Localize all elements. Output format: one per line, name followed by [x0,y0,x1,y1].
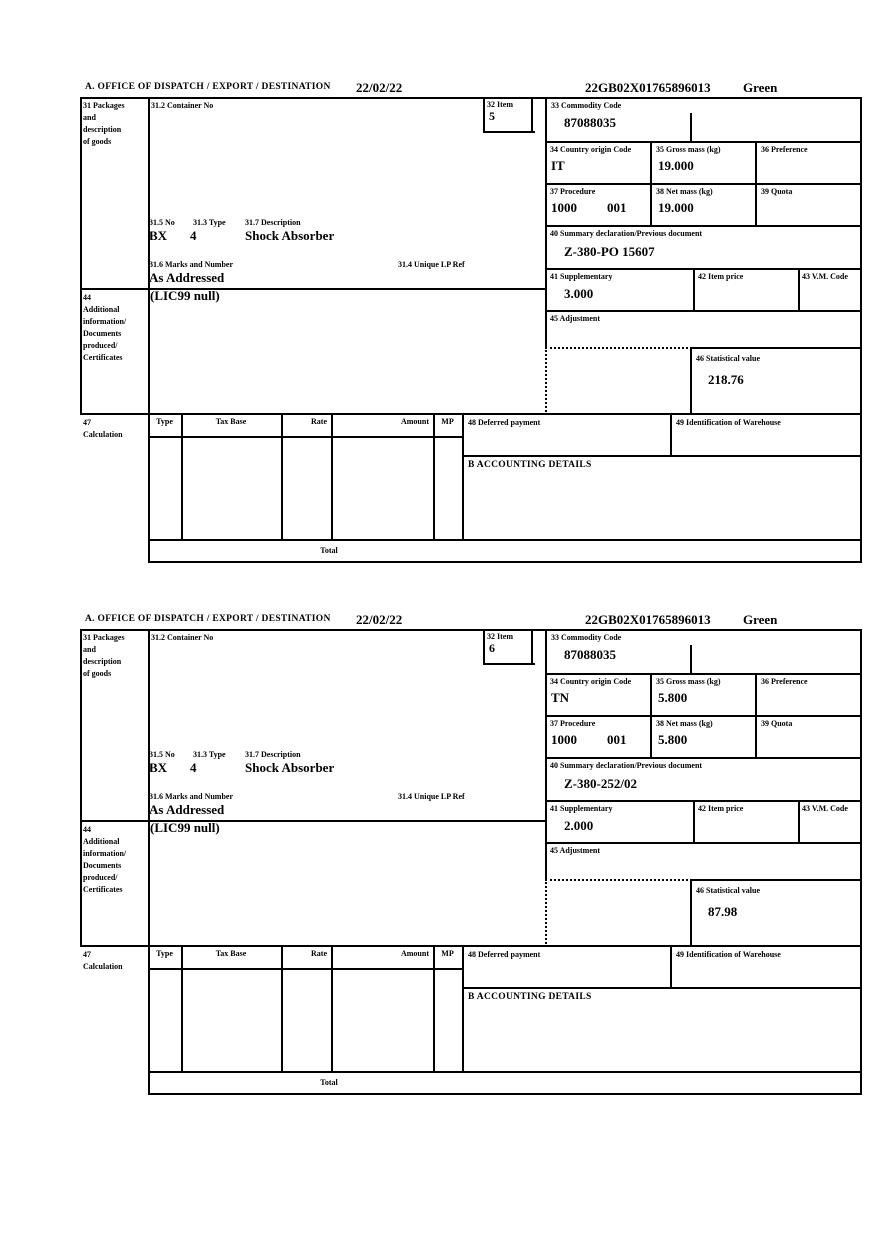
procedure-label: 37 Procedure [550,719,596,728]
procedure-ext-value: 001 [607,200,627,215]
grid-line [462,945,464,1073]
grid-line [483,629,485,665]
package-code-value: BX [149,760,168,775]
warehouse-id-label: 49 Identification of Warehouse [676,950,781,959]
net-mass-value: 5.800 [658,732,688,747]
grid-line [148,1071,862,1073]
calc-col-type: Type [156,949,173,958]
package-type-label: 31.3 Type [193,218,226,227]
accounting-details-label: B ACCOUNTING DETAILS [468,460,592,470]
grid-line [690,645,692,673]
grid-line [670,945,672,989]
dotted-line [545,347,547,415]
grid-line [545,757,862,759]
vm-code-label: 43 V.M. Code [802,804,848,813]
vm-code-label: 43 V.M. Code [802,272,848,281]
net-mass-label: 38 Net mass (kg) [656,719,713,728]
marks-label: 31.6 Marks and Number [149,792,234,801]
grid-line [148,436,464,438]
grid-line [433,413,435,539]
grid-line [483,131,535,133]
statistical-value: 87.98 [708,904,738,919]
grid-line [545,225,862,227]
calc-col-tax-base: Tax Base [215,949,247,958]
office-of-dispatch-label: A. OFFICE OF DISPATCH / EXPORT / DESTINATION [85,82,331,92]
commodity-code-label: 33 Commodity Code [551,633,622,642]
container-no-label: 31.2 Container No [151,633,214,642]
grid-line [181,413,183,539]
gross-mass-label: 35 Gross mass (kg) [656,677,721,686]
declaration-date: 22/02/22 [356,612,403,627]
statistical-value-label: 46 Statistical value [696,886,760,895]
warehouse-id-label: 49 Identification of Warehouse [676,418,781,427]
grid-line [545,183,862,185]
declaration-number: 22GB02X01765896013 [585,612,711,627]
commodity-code-value: 87088035 [564,647,616,662]
additional-info-label: 44 Additional information/ Documents produced/ Certificates [83,825,127,894]
grid-line [693,268,695,312]
grid-line [545,310,862,312]
gross-mass-value: 19.000 [658,158,694,173]
supplementary-value: 2.000 [564,818,594,833]
grid-line [148,629,150,1095]
grid-line [860,629,862,1095]
preference-label: 36 Preference [761,145,808,154]
preference-label: 36 Preference [761,677,808,686]
previous-document-value: Z-380-PO 15607 [564,244,655,259]
goods-description-value: Shock Absorber [245,760,335,775]
calculation-label: 47 Calculation [83,950,123,971]
grid-line [690,879,692,947]
grid-line [690,879,862,881]
grid-line [755,141,757,227]
commodity-code-label: 33 Commodity Code [551,101,622,110]
grid-line [690,347,692,415]
calc-col-amount: Amount [400,949,429,958]
previous-document-label: 40 Summary declaration/Previous document [550,761,703,770]
procedure-label: 37 Procedure [550,187,596,196]
grid-line [798,268,800,312]
grid-line [80,945,862,947]
additional-info-label: 44 Additional information/ Documents produced/ Certificates [83,293,127,362]
item-price-label: 42 Item price [698,272,744,281]
grid-line [483,97,485,133]
grid-line [545,268,862,270]
net-mass-label: 38 Net mass (kg) [656,187,713,196]
grid-line [531,97,533,133]
deferred-payment-label: 48 Deferred payment [468,950,541,959]
additional-info-value: (LIC99 null) [150,288,220,303]
declaration-number: 22GB02X01765896013 [585,80,711,95]
net-mass-value: 19.000 [658,200,694,215]
adjustment-label: 45 Adjustment [550,846,601,855]
grid-line [545,715,862,717]
package-type-label: 31.3 Type [193,750,226,759]
goods-description-value: Shock Absorber [245,228,335,243]
marks-value: As Addressed [149,802,225,817]
dotted-line [545,879,692,881]
additional-info-value: (LIC99 null) [150,820,220,835]
routing-status: Green [743,612,778,627]
marks-label: 31.6 Marks and Number [149,260,234,269]
grid-line [690,113,692,141]
grid-line [148,968,464,970]
grid-line [693,800,695,844]
grid-line [331,413,333,539]
grid-line [80,629,82,947]
dotted-line [545,879,547,947]
calc-col-tax-base: Tax Base [215,417,247,426]
grid-line [545,141,862,143]
grid-line [181,945,183,1071]
grid-line [670,413,672,457]
quota-label: 39 Quota [761,719,793,728]
calc-col-rate: Rate [311,949,327,958]
commodity-code-value: 87088035 [564,115,616,130]
grid-line [148,539,862,541]
grid-line [433,945,435,1071]
calc-col-type: Type [156,417,173,426]
description-label: 31.7 Description [245,218,301,227]
supplementary-label: 41 Supplementary [550,804,613,813]
supplementary-label: 41 Supplementary [550,272,613,281]
grid-line [545,97,547,349]
grid-line [531,629,533,665]
item-number-value: 5 [489,109,495,123]
package-type-value: 4 [190,760,197,775]
container-no-label: 31.2 Container No [151,101,214,110]
routing-status: Green [743,80,778,95]
dotted-line [545,347,692,349]
grid-line [462,413,464,541]
grid-line [690,347,862,349]
declaration-date: 22/02/22 [356,80,403,95]
accounting-details-label: B ACCOUNTING DETAILS [468,992,592,1002]
grid-line [462,987,862,989]
grid-line [483,663,535,665]
calc-col-amount: Amount [400,417,429,426]
grid-line [281,945,283,1071]
package-code-value: BX [149,228,168,243]
gross-mass-value: 5.800 [658,690,688,705]
grid-line [148,1093,862,1095]
declaration-item-section-1 [80,80,862,566]
office-of-dispatch-label: A. OFFICE OF DISPATCH / EXPORT / DESTINATION [85,614,331,624]
description-label: 31.7 Description [245,750,301,759]
packages-label: 31 Packages and description of goods [83,633,125,678]
calc-col-mp: MP [441,949,454,958]
grid-line [545,842,862,844]
calculation-label: 47 Calculation [83,418,123,439]
calc-col-rate: Rate [311,417,327,426]
grid-line [798,800,800,844]
packages-label: 31 Packages and description of goods [83,101,125,146]
procedure-value: 1000 [551,732,577,747]
marks-value: As Addressed [149,270,225,285]
item-label: 32 Item [487,632,513,641]
total-label: Total [320,546,338,555]
grid-line [755,673,757,759]
item-price-label: 42 Item price [698,804,744,813]
country-origin-label: 34 Country origin Code [550,677,632,686]
previous-document-value: Z-380-252/02 [564,776,637,791]
package-no-label: 31.5 No [149,750,175,759]
declaration-item-section-2 [80,612,862,1098]
unique-lp-ref-label: 31.4 Unique LP Ref [398,260,465,269]
statistical-value-label: 46 Statistical value [696,354,760,363]
item-label: 32 Item [487,100,513,109]
country-origin-value: TN [551,690,570,705]
grid-line [281,413,283,539]
procedure-value: 1000 [551,200,577,215]
adjustment-label: 45 Adjustment [550,314,601,323]
grid-line [331,945,333,1071]
statistical-value: 218.76 [708,372,744,387]
gross-mass-label: 35 Gross mass (kg) [656,145,721,154]
grid-line [545,629,547,881]
package-type-value: 4 [190,228,197,243]
package-no-label: 31.5 No [149,218,175,227]
grid-line [80,97,862,99]
grid-line [80,97,82,415]
grid-line [650,141,652,227]
unique-lp-ref-label: 31.4 Unique LP Ref [398,792,465,801]
country-origin-label: 34 Country origin Code [550,145,632,154]
grid-line [148,97,150,563]
grid-line [650,673,652,759]
grid-line [462,455,862,457]
grid-line [80,413,862,415]
deferred-payment-label: 48 Deferred payment [468,418,541,427]
country-origin-value: IT [551,158,565,173]
grid-line [860,97,862,563]
calc-col-mp: MP [441,417,454,426]
item-number-value: 6 [489,641,495,655]
total-label: Total [320,1078,338,1087]
supplementary-value: 3.000 [564,286,594,301]
grid-line [148,561,862,563]
previous-document-label: 40 Summary declaration/Previous document [550,229,703,238]
grid-line [80,629,862,631]
grid-line [545,673,862,675]
grid-line [545,800,862,802]
quota-label: 39 Quota [761,187,793,196]
procedure-ext-value: 001 [607,732,627,747]
